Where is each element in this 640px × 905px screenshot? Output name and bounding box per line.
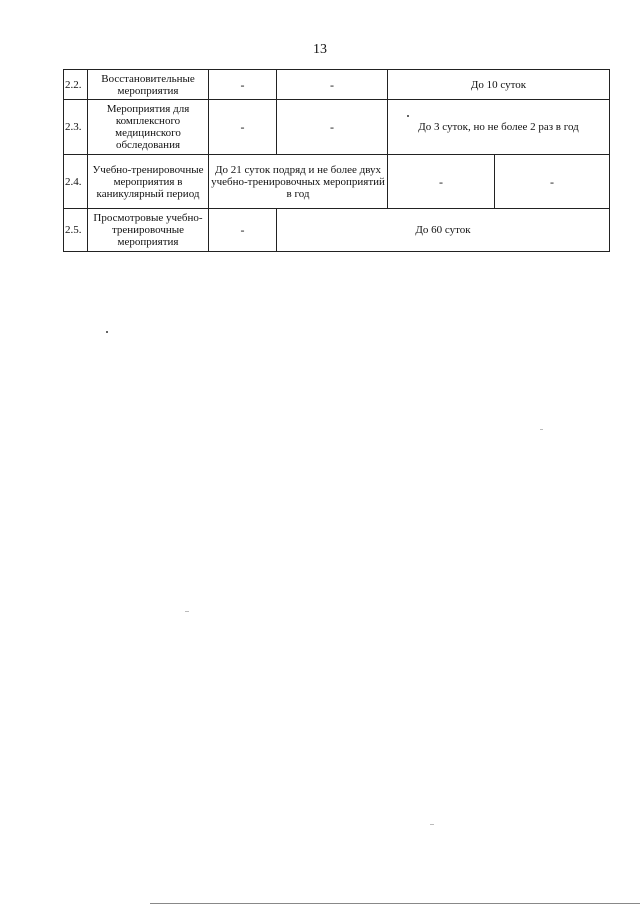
table-row-2-5 — [64, 209, 610, 252]
event-name: Восстановительные мероприятия — [88, 70, 209, 100]
cell-value: - — [495, 155, 610, 209]
cell-value: - — [209, 70, 277, 100]
duration-cell: До 10 суток — [388, 70, 610, 100]
event-name: Мероприятия для комплексного медицинского обследования — [88, 100, 209, 155]
scan-mark — [185, 611, 189, 612]
duration-cell: До 3 суток, но не более 2 раз в год — [388, 100, 610, 155]
duration-cell: До 21 суток подряд и не более двух учебно-тренировочных мероприятий в год — [209, 155, 388, 209]
row-number: 2.3. — [64, 100, 88, 155]
cell-value: - — [277, 100, 388, 155]
cell-value: - — [209, 100, 277, 155]
table-row-2-3 — [64, 100, 610, 155]
cell-value: - — [277, 70, 388, 100]
table-row-2-4 — [64, 155, 610, 209]
event-name: Учебно-тренировочные мероприятия в каникулярный период — [88, 155, 209, 209]
row-number: 2.2. — [64, 70, 88, 100]
scan-speck — [106, 331, 108, 333]
scan-edge-line — [150, 903, 640, 904]
cell-value: - — [209, 209, 277, 252]
cell-value: - — [388, 155, 495, 209]
scan-speck — [407, 115, 409, 117]
scan-mark — [430, 824, 434, 825]
scan-mark — [540, 429, 543, 430]
table-row-2-2 — [64, 70, 610, 100]
training-events-table — [63, 69, 610, 252]
duration-cell: До 60 суток — [277, 209, 610, 252]
row-number: 2.4. — [64, 155, 88, 209]
row-number: 2.5. — [64, 209, 88, 252]
page-number: 13 — [313, 42, 327, 57]
event-name: Просмотровые учебно-тренировочные мероприятия — [88, 209, 209, 252]
